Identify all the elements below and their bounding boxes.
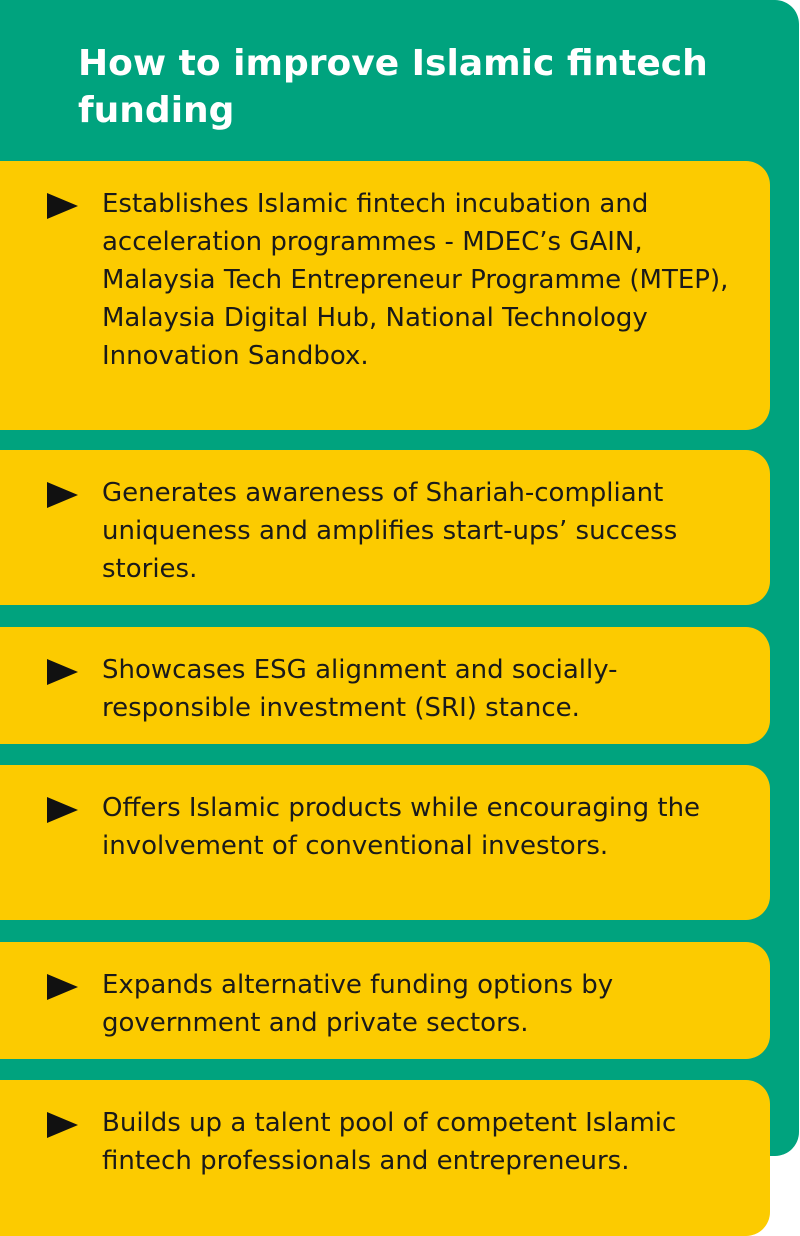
- triangle-right-icon: [47, 974, 78, 1000]
- list-item: [0, 161, 770, 430]
- triangle-right-icon: [47, 1112, 78, 1138]
- list-item: [0, 627, 770, 744]
- list-item: [0, 1080, 770, 1236]
- triangle-right-icon: [47, 797, 78, 823]
- list-item: [0, 765, 770, 920]
- list-item-text: Expands alternative funding options by government and private sectors.: [102, 970, 614, 1038]
- list-item-text: Establishes Islamic fintech incubation and acceleration programmes - MDEC’s GAIN, Malaysia Tech Entrepreneur Programme (MTEP), Malaysia Digital Hub, National Technology Innovation Sandbox.: [102, 189, 729, 371]
- list-item: [0, 942, 770, 1059]
- triangle-right-icon: [47, 659, 78, 685]
- triangle-right-icon: [47, 193, 78, 219]
- list-item: [0, 450, 770, 605]
- list-item-text: Builds up a talent pool of competent Islamic fintech professionals and entrepreneurs.: [102, 1108, 677, 1176]
- triangle-right-icon: [47, 482, 78, 508]
- list-item-text: Offers Islamic products while encouraging the involvement of conventional investors.: [102, 793, 701, 861]
- list-item-text: Generates awareness of Shariah-compliant uniqueness and amplifies start-ups’ success stories.: [102, 478, 678, 584]
- infographic-title: How to improve Islamic fintech funding: [78, 43, 708, 131]
- list-item-text: Showcases ESG alignment and socially-responsible investment (SRI) stance.: [102, 655, 618, 723]
